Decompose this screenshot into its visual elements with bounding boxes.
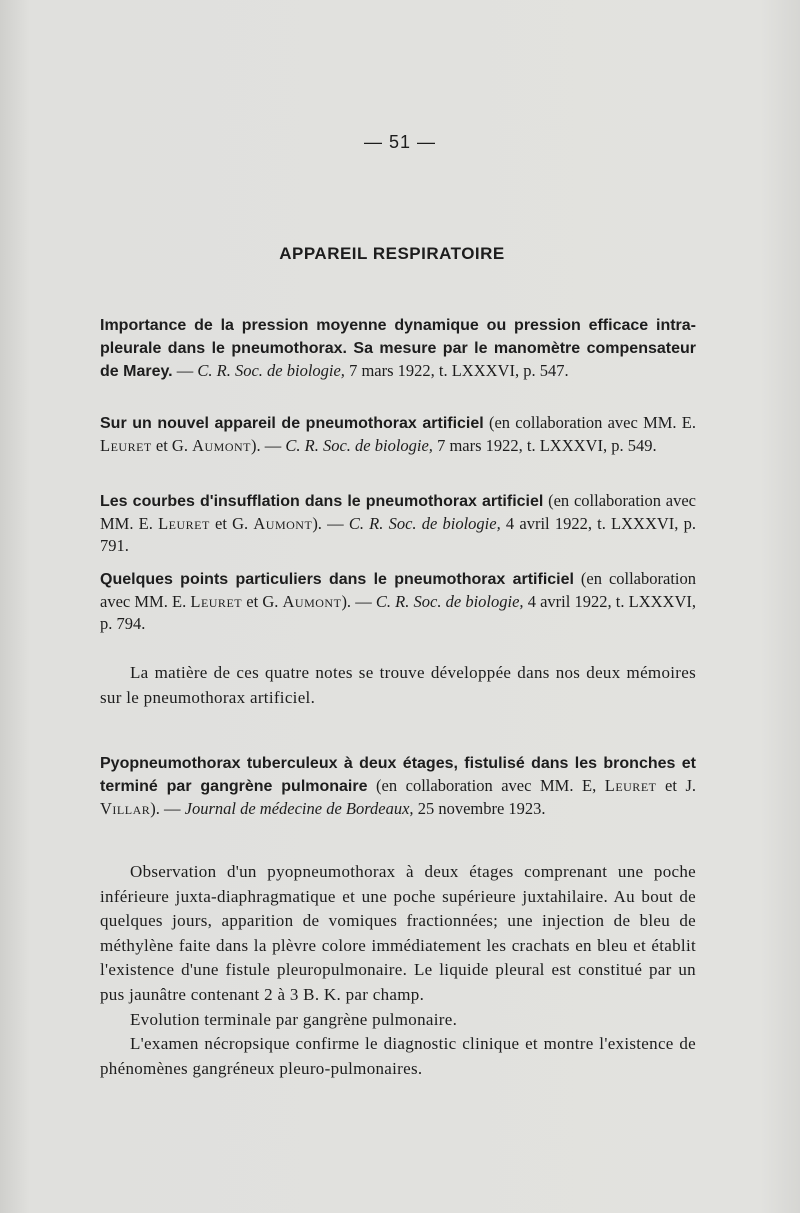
entry-reference: 7 mars 1922, t. LXXXVI, p. 549. [432, 436, 657, 455]
entry-reference: 7 mars 1922, t. LXXXVI, p. 547. [344, 361, 569, 380]
entry-title: Pyopneumothorax tuberculeux à deux étages, fistulisé dans les bronches et terminé par gangrène pulmonaire [100, 755, 696, 795]
observation-text [100, 860, 696, 1081]
entry-journal: C. R. Soc. de biologie, [348, 514, 501, 533]
entry-title: Sur un nouvel appareil de pneumothorax artificiel [100, 415, 484, 432]
entry-reference: 25 novembre 1923. [413, 799, 546, 818]
entry-collaboration: (en collaboration avec MM. E. [100, 569, 696, 611]
bibliography-entry-4 [100, 568, 696, 635]
entry-collaboration: (en collaboration avec MM. E. [100, 491, 697, 533]
entry-title: Les courbes d'insufflation dans le pneumothorax artificiel [100, 493, 544, 510]
entry-and: et G. [209, 514, 254, 533]
page-number: — 51 — [363, 132, 437, 152]
entry-author: Aumont [192, 436, 251, 455]
entry-close: ). — [341, 592, 376, 611]
paragraph: Evolution terminale par gangrène pulmonaire. [130, 1009, 458, 1029]
entry-close: ). — [150, 799, 185, 818]
entry-author: Leuret [100, 436, 152, 455]
entry-and: et J. [656, 776, 697, 795]
entry-journal: C. R. Soc. de biologie, [197, 361, 345, 380]
paragraph: L'examen nécropsique confirme le diagnostic clinique et montre l'existence de phénomènes gangréneux pleuro-pulmonaires. [100, 1034, 696, 1078]
entry-and: et G. [151, 436, 193, 455]
entry-close: ). — [312, 514, 349, 533]
entry-journal: Journal de médecine de Bordeaux, [184, 799, 414, 818]
bibliography-entry-1 [100, 314, 696, 383]
entry-author: Aumont [253, 514, 313, 533]
entry-collaboration: (en collaboration avec MM. E, [367, 776, 605, 795]
entry-title: Quelques points particuliers dans le pneumothorax artificiel [100, 571, 574, 588]
entry-author: Villar [100, 799, 151, 818]
entry-reference: 4 avril 1922, t. LXXXVI, p. 794. [100, 592, 696, 633]
entry-journal: C. R. Soc. de biologie, [285, 436, 433, 455]
entry-title: Importance de la pression moyenne dynamique ou pression efficace intra-pleurale dans le pneumothorax. Sa mesure par le manomètre compensateur de Marey. [100, 317, 696, 380]
entry-author: Leuret [158, 514, 210, 533]
note-paragraph: La matière de ces quatre notes se trouve développée dans nos deux mémoires sur le pneumothorax artificiel. [100, 663, 696, 707]
bibliography-entry-2 [100, 412, 696, 457]
bibliography-entry-5 [100, 752, 696, 820]
entry-reference: 4 avril 1922, t. LXXXVI, p. 791. [100, 514, 696, 555]
entry-author: Leuret [190, 592, 243, 611]
entry-close: ). — [251, 436, 286, 455]
entry-and: et G. [242, 592, 283, 611]
entry-collaboration: (en collaboration avec MM. E. [483, 413, 697, 432]
bibliography-entry-3 [100, 490, 696, 557]
entry-journal: C. R. Soc. de biologie, [375, 592, 524, 611]
entry-dash: — [172, 361, 198, 380]
section-title: APPAREIL RESPIRATOIRE [279, 244, 505, 263]
entry-author: Leuret [604, 776, 657, 795]
paragraph: Observation d'un pyopneumothorax à deux étages comprenant une poche inférieure juxta-diaphragmatique et une poche supérieure juxtahilaire. Au bout de quelques jours, apparition de vomiques fractionnées; une injection de bleu de méthylène faite dans la plèvre colore immédiatement les crachats en bleu et établit l'existence d'une fistule pleuropulmonaire. Le liquide pleural est constitué par un pus jaunâtre contenant 2 à 3 B. K. par champ. [100, 862, 696, 1004]
entry-author: Aumont [282, 592, 342, 611]
